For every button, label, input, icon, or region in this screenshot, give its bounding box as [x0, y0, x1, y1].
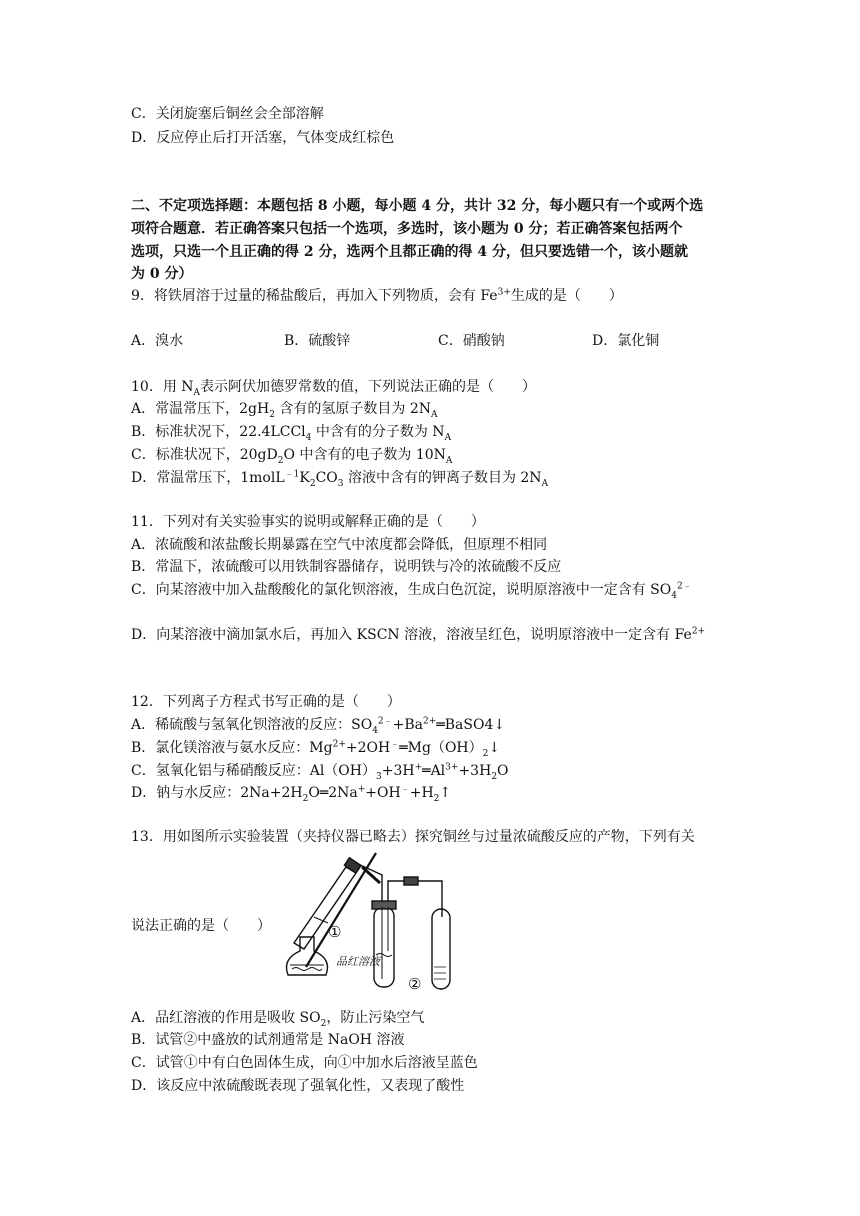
q9-option-c: C．硝酸钠 — [438, 333, 505, 349]
q13-stem-continued: 说法正确的是（ ） — [131, 918, 271, 934]
q12-stem: 12．下列离子方程式书写正确的是（ ） — [131, 694, 401, 710]
section2-instructions-line4: 为 0 分） — [131, 266, 193, 282]
q8-option-c: C．关闭旋塞后铜丝会全部溶解 — [131, 106, 324, 122]
q12-option-b: B．氯化镁溶液与氨水反应：$Mg^{2+}+2OH^﹣═Mg(OH)_2↓$ — [131, 739, 501, 759]
q11-option-d: D．向某溶液中滴加氯水后，再加入 KSCN 溶液，溶液呈红色，说明原溶液中一定含有 $Fe^{2+}$ — [131, 626, 706, 643]
q10-option-a: A．常温常压下，$2gH_2$ 含有的氢原子数目为 $2N_A$ — [131, 401, 438, 420]
figure-label-1: ① — [328, 923, 342, 941]
q10-option-d: D．常温常压下，$1molL^{﹣1}K_2CO_3$ 溶液中含有的钾离子数目为 $2N_A$ — [131, 469, 549, 489]
q12-option-c: C．氢氧化铝与稀硝酸反应：$Al(OH)_3+3H^+═Al^{3+}+3H_2O$ — [131, 762, 509, 782]
q10-option-b: B．标准状况下，22.4LCCl$_4$ 中含有的分子数为 $N_A$ — [131, 424, 452, 443]
figure-text-pinhong: 品红溶液 — [336, 955, 380, 968]
flask-liquid — [292, 968, 322, 971]
apparatus-drawing — [287, 853, 451, 989]
section2-instructions-line2: 项符合题意．若正确答案只包括一个选项，多选时，该小题为 0 分；若正确答案包括两个 — [131, 221, 683, 237]
q13-option-d: D．该反应中浓硫酸既表现了强氧化性，又表现了酸性 — [131, 1078, 465, 1094]
section2-instructions-line1: 二、不定项选择题：本题包括 8 小题，每小题 4 分，共计 32 分，每小题只有一个或两个选 — [131, 198, 704, 214]
apparatus-figure — [284, 847, 454, 995]
q11-option-c: C．向某溶液中加入盐酸酸化的氯化钡溶液，生成白色沉淀，说明原溶液中一定含有 $SO_4^{2﹣}$ — [131, 581, 692, 601]
q13-option-b: B．试管②中盛放的试剂通常是 NaOH 溶液 — [131, 1032, 405, 1048]
tube-right — [432, 909, 450, 989]
tube-joint — [404, 877, 418, 885]
q9-option-d: D．氯化铜 — [592, 333, 660, 349]
q13-option-a: A．品红溶液的作用是吸收 $SO_2$，防止污染空气 — [131, 1010, 425, 1029]
q10-option-c: C．标准状况下，$20gD_2O$ 中含有的电子数为 $10N_A$ — [131, 447, 453, 466]
q11-stem: 11．下列对有关实验事实的说明或解释正确的是（ ） — [131, 514, 485, 530]
tube-middle-stopper — [372, 901, 396, 909]
q8-option-d: D．反应停止后打开活塞，气体变成红棕色 — [131, 130, 395, 146]
q13-option-c: C．试管①中有白色固体生成，向①中加水后溶液呈蓝色 — [131, 1055, 478, 1071]
q9-option-b: B．硫酸锌 — [284, 333, 351, 349]
q11-option-b: B．常温下，浓硫酸可以用铁制容器储存，说明铁与冷的浓硫酸不反应 — [131, 559, 562, 575]
q12-option-a: A．稀硫酸与氢氧化钡溶液的反应：$SO_4^{2﹣}+Ba^{2+}═BaSO4↓$ — [131, 716, 506, 736]
section2-instructions-line3: 选项，只选一个且正确的得 2 分，选两个且都正确的得 4 分，但只要选错一个，该小题就 — [131, 244, 688, 260]
q9-option-a: A．溴水 — [131, 333, 184, 349]
stopper — [344, 858, 361, 873]
tube-right-liquid — [434, 967, 446, 979]
q13-stem: 13．用如图所示实验装置（夹持仪器已略去）探究铜丝与过量浓硫酸反应的产物，下列有关 — [131, 829, 695, 845]
q9-stem: 9．将铁屑溶于过量的稀盐酸后，再加入下列物质，会有 $Fe^{3+}$生成的是（ ） — [131, 287, 623, 304]
q11-option-a: A．浓硫酸和浓盐酸长期暴露在空气中浓度都会降低，但原理不相同 — [131, 537, 548, 553]
figure-label-2: ② — [408, 975, 422, 993]
q12-option-d: D．钠与水反应：$2Na+2H_2O═2Na^++OH^﹣+H_2↑$ — [131, 784, 452, 804]
q10-stem: 10．用 $N_A$表示阿伏加德罗常数的值，下列说法正确的是（ ） — [131, 379, 537, 398]
tube-middle — [374, 907, 394, 987]
